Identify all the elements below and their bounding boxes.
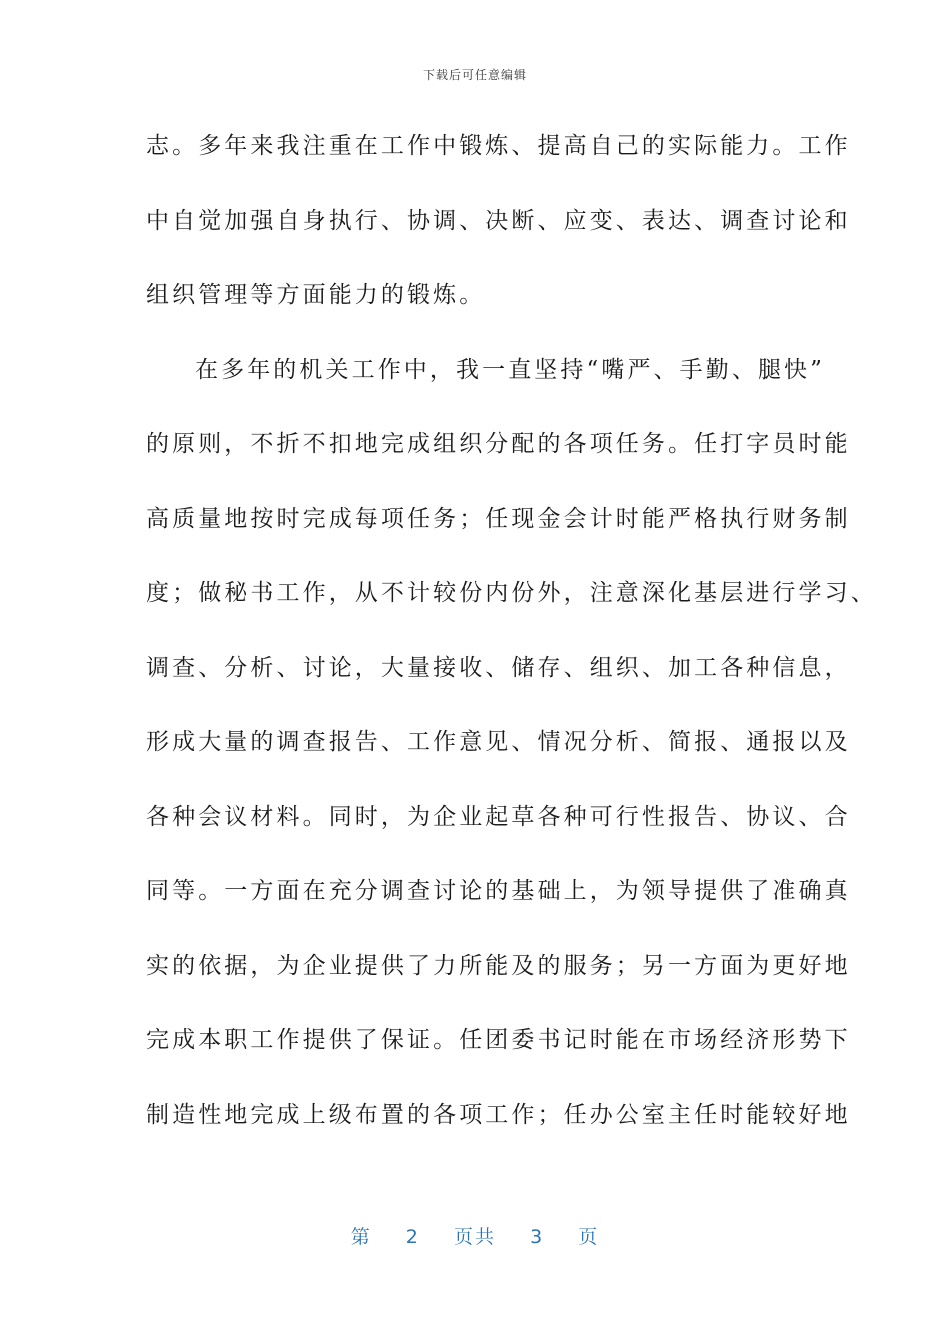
- text-line: 志。多年来我注重在工作中锻炼、提高自己的实际能力。工作: [146, 133, 851, 159]
- page-middle: 页共: [453, 1226, 496, 1248]
- text-line-paragraph-start: 在多年的机关工作中，我一直坚持“嘴严、手勤、腿快”: [195, 356, 826, 383]
- text-line: 形成大量的调查报告、工作意见、情况分析、简报、通报以及: [146, 729, 851, 755]
- text-line: 完成本职工作提供了保证。任团委书记时能在市场经济形势下: [146, 1027, 851, 1053]
- text-line: 制造性地完成上级布置的各项工作；任办公室主任时能较好地: [146, 1101, 851, 1128]
- text-line: 同等。一方面在充分调查讨论的基础上，为领导提供了准确真: [146, 878, 851, 904]
- page-number: 2: [405, 1226, 420, 1248]
- page-total: 3: [530, 1226, 545, 1248]
- header-note: 下载后可任意编辑: [422, 68, 527, 82]
- page-prefix: 第: [350, 1226, 372, 1248]
- page-footer: [0, 1222, 950, 1249]
- text-line: 高质量地按时完成每项任务；任现金会计时能严格执行财务制: [146, 505, 851, 532]
- text-line: 调查、分析、讨论，大量接收、储存、组织、加工各种信息，: [146, 654, 851, 681]
- text-line: 的原则，不折不扣地完成组织分配的各项任务。任打字员时能: [146, 431, 851, 457]
- page-suffix: 页: [578, 1226, 600, 1248]
- text-line: 各种会议材料。同时，为企业起草各种可行性报告、协议、合: [146, 803, 851, 830]
- text-line: 度；做秘书工作，从不计较份内份外，注意深化基层进行学习、: [146, 580, 877, 606]
- text-line: 组织管理等方面能力的锻炼。: [146, 282, 486, 308]
- text-line: 中自觉加强自身执行、协调、决断、应变、表达、调查讨论和: [146, 207, 851, 234]
- document-body: [146, 116, 877, 1159]
- text-line: 实的依据，为企业提供了力所能及的服务；另一方面为更好地: [146, 952, 851, 979]
